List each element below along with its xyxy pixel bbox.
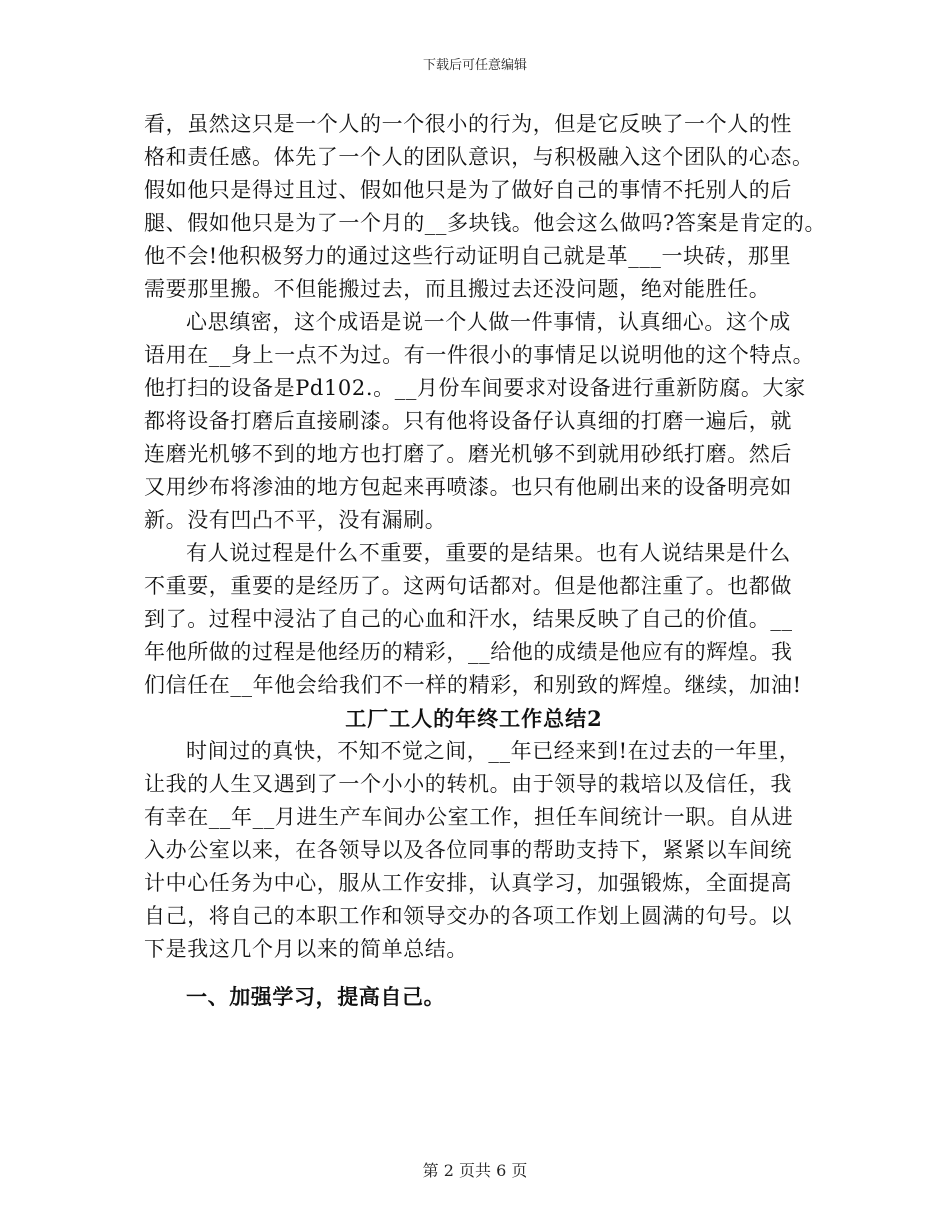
text-line: 让我的人生又遇到了一个小小的转机。由于领导的栽培以及信任，我	[144, 772, 792, 796]
text-line: 心思缜密，这个成语是说一个人做一件事情，认真细心。这个成	[186, 310, 791, 334]
text-line: 格和责任感。体先了一个人的团队意识，与积极融入这个团队的心态。	[144, 145, 814, 169]
text-line: 他打扫的设备是Pd102.。__月份车间要求对设备进行重新防腐。大家	[144, 376, 806, 400]
text-line: 腿、假如他只是为了一个月的__多块钱。他会这么做吗?答案是肯定的。	[144, 211, 827, 235]
text-line: 下是我这几个月以来的简单总结。	[144, 937, 468, 961]
text-line: 时间过的真快，不知不觉之间，__年已经来到!在过去的一年里，	[186, 739, 801, 763]
text-line: 假如他只是得过且过、假如他只是为了做好自己的事情不托别人的后	[144, 178, 792, 202]
text-line: 有人说过程是什么不重要，重要的是结果。也有人说结果是什么	[186, 541, 791, 565]
section-title: 工厂工人的年终工作总结2	[345, 706, 603, 731]
text-line: 又用纱布将渗油的地方包起来再喷漆。也只有他刷出来的设备明亮如	[144, 475, 792, 499]
text-line: 有幸在__年__月进生产车间办公室工作，担任车间统计一职。自从进	[144, 805, 794, 829]
text-line: 新。没有凹凸不平，没有漏刷。	[144, 508, 447, 532]
subheading: 一、加强学习，提高自己。	[186, 984, 446, 1009]
text-line: 连磨光机够不到的地方也打磨了。磨光机够不到就用砂纸打磨。然后	[144, 442, 792, 466]
paragraph-4	[144, 735, 824, 966]
paragraph-3	[144, 537, 824, 702]
document-body	[144, 108, 827, 1013]
text-line: 看，虽然这只是一个人的一个很小的行为，但是它反映了一个人的性	[144, 112, 792, 136]
text-line: 自己，将自己的本职工作和领导交办的各项工作划上圆满的句号。以	[144, 904, 792, 928]
page-header: 下载后可任意编辑	[422, 58, 527, 73]
text-line: 年他所做的过程是他经历的精彩，__给他的成绩是他应有的辉煌。我	[144, 640, 793, 664]
paragraph-1	[144, 108, 827, 306]
paragraph-2	[144, 306, 824, 537]
text-line: 不重要，重要的是经历了。这两句话都对。但是他都注重了。也都做	[144, 574, 792, 598]
text-line: 都将设备打磨后直接刷漆。只有他将设备仔认真细的打磨一遍后，就	[144, 409, 792, 433]
text-line: 语用在__身上一点不为过。有一件很小的事情足以说明他的这个特点。	[144, 343, 815, 367]
text-line: 入办公室以来，在各领导以及各位同事的帮助支持下，紧紧以车间统	[144, 838, 792, 862]
text-line: 到了。过程中浸沾了自己的心血和汗水，结果反映了自己的价值。__	[144, 607, 793, 631]
text-line: 计中心任务为中心，服从工作安排，认真学习，加强锻炼，全面提高	[144, 871, 792, 895]
text-line: 需要那里搬。不但能搬过去，而且搬过去还没问题，绝对能胜任。	[144, 277, 771, 301]
page-footer: 第 2 页共 6 页	[422, 1161, 528, 1180]
text-line: 他不会!他积极努力的通过这些行动证明自己就是革___一块砖，那里	[144, 244, 792, 268]
text-line: 们信任在__年他会给我们不一样的精彩，和别致的辉煌。继续，加油!	[144, 673, 802, 697]
